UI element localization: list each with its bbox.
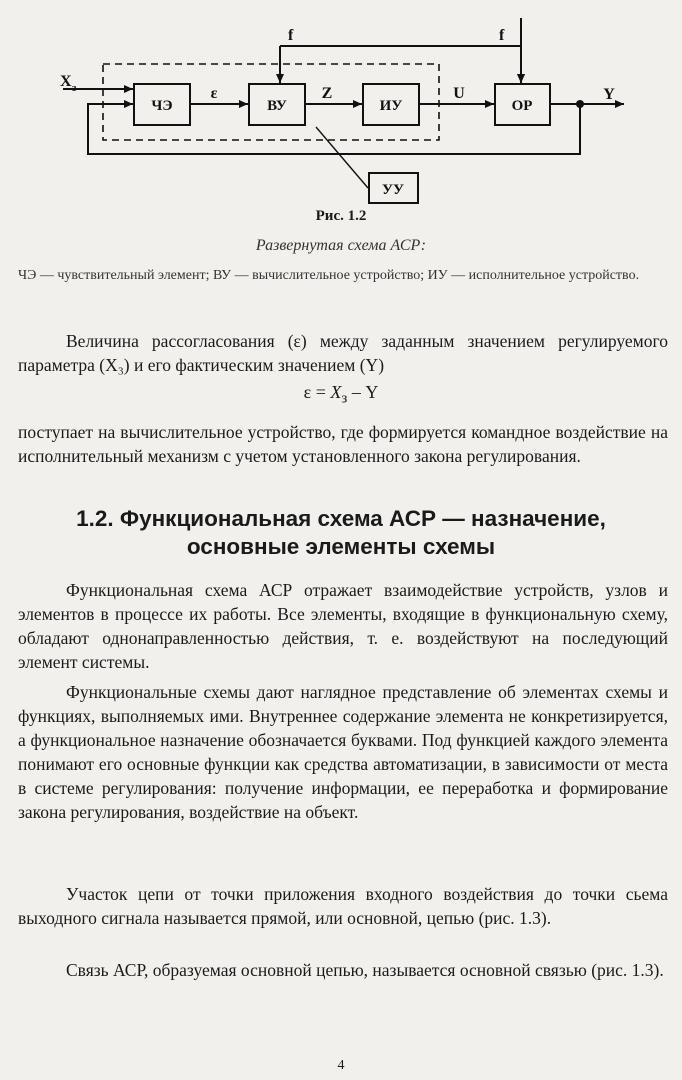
paragraph-1: Величина рассогласования (ε) между заданным значением регулируемого параметра (X₃) и его фактическим значением (Y) bbox=[18, 331, 668, 375]
label-u: U bbox=[453, 85, 465, 102]
label-uu: УУ bbox=[381, 182, 405, 198]
label-iu: ИУ bbox=[379, 98, 403, 114]
paragraph-6: Связь АСР, образуемая основной цепью, называется основной связью (рис. 1.3). bbox=[66, 960, 664, 980]
paragraph-4: Функциональные схемы дают наглядное представление об элементах схемы и функциях, выполняемых ими. Внутреннее содержание элемента не конкретизируется, а функциональное назначение обозначается буквами. Под функцией каждого элемента понимают его основные функции как средства автоматизации, в зависимости от места в системе регулирования: получение информации, ее переработка и формирование закона регулирования, воздействие на объект. bbox=[18, 682, 668, 822]
f2-arrow bbox=[280, 46, 521, 83]
page-number: 4 bbox=[337, 1058, 345, 1073]
figure-title: Рис. 1.2 bbox=[315, 208, 367, 224]
formula-rest: – Y bbox=[347, 382, 379, 402]
uu-pointer bbox=[316, 127, 368, 188]
paragraph-5: Участок цепи от точки приложения входного воздействия до точки сьема выходного сигнала называется прямой, или основной, цепью (рис. 1.3). bbox=[18, 884, 668, 928]
label-f2: f bbox=[499, 27, 505, 44]
label-z: Z bbox=[321, 85, 333, 102]
formula-left: ε = bbox=[303, 382, 331, 402]
junction-dot bbox=[576, 100, 584, 108]
formula-x: X bbox=[330, 382, 342, 402]
label-input-x: X bbox=[60, 73, 72, 90]
paragraph-2: поступает на вычислительное устройство, где формируется командное воздействие на исполнительный механизм с учетом установленного закона регулирования. bbox=[18, 422, 668, 466]
section-heading bbox=[0, 505, 682, 561]
label-che: ЧЭ bbox=[151, 98, 173, 114]
section-heading-line2: основные элементы схемы bbox=[186, 534, 496, 559]
label-f1: f bbox=[288, 27, 294, 44]
formula-sub: з bbox=[341, 390, 348, 407]
label-y: Y bbox=[603, 86, 615, 103]
block-diagram bbox=[0, 0, 682, 215]
label-epsilon: ε bbox=[210, 85, 218, 102]
figure-legend: ЧЭ — чувствительный элемент; ВУ — вычислительное устройство; ИУ — исполнительное устройство. bbox=[18, 268, 640, 283]
label-input-sub: з bbox=[72, 82, 77, 94]
figure-subtitle: Развернутая схема АСР: bbox=[255, 237, 427, 254]
label-op: ОР bbox=[511, 98, 533, 114]
paragraph-3: Функциональная схема АСР отражает взаимодействие устройств, узлов и элементов в процессе их работы. Все элементы, входящие в функциональную схему, обладают однонаправленностью действия, т. е. воздействуют на последующий элемент системы. bbox=[18, 580, 668, 672]
label-vu: ВУ bbox=[267, 98, 287, 114]
section-heading-line1: 1.2. Функциональная схема АСР — назначение, bbox=[76, 506, 606, 531]
formula bbox=[0, 382, 682, 408]
